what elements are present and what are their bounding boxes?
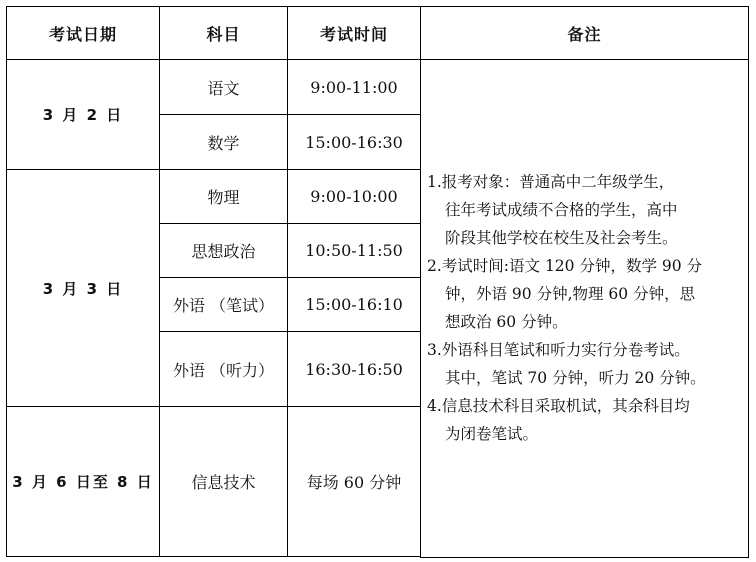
header-subject: 科目 [160,7,288,60]
time-cell: 9:00-11:00 [288,60,421,115]
exam-schedule-table [6,6,749,558]
time-cell: 10:50-11:50 [288,224,421,278]
date-cell: 3 月 3 日 [7,170,160,407]
note-item [427,252,742,336]
note-continuation: 想政治 60 分钟。 [445,313,568,332]
header-date: 考试日期 [7,7,160,60]
subject-cell: 外语 （笔试） [160,278,288,332]
subject-cell: 数学 [160,115,288,170]
time-cell: 15:00-16:30 [288,115,421,170]
header-row [7,7,749,60]
time-cell: 16:30-16:50 [288,332,421,407]
note-continuation: 阶段其他学校在校生及社会考生。 [445,229,678,248]
note-continuation: 为闭卷笔试。 [445,425,539,444]
note-continuation: 其中，笔试 70 分钟，听力 20 分钟。 [445,369,706,388]
note-lead: 1.报考对象：普通高中二年级学生， [427,173,675,192]
subject-cell: 物理 [160,170,288,224]
note-item [427,168,742,252]
header-notes: 备注 [421,7,749,60]
table-row [7,60,749,115]
note-item [427,336,742,392]
subject-cell: 语文 [160,60,288,115]
time-cell: 15:00-16:10 [288,278,421,332]
note-lead: 2.考试时间:语文 120 分钟，数学 90 分 [427,257,703,276]
subject-cell: 思想政治 [160,224,288,278]
note-lead: 4.信息技术科目采取机试，其余科目均 [427,397,690,416]
date-cell: 3 月 6 日至 8 日 [7,407,160,557]
date-cell: 3 月 2 日 [7,60,160,170]
subject-cell: 信息技术 [160,407,288,557]
note-continuation: 往年考试成绩不合格的学生，高中 [445,201,678,220]
note-continuation: 钟，外语 90 分钟,物理 60 分钟，思 [445,285,696,304]
note-item [427,392,742,448]
notes-cell [421,60,749,558]
header-time: 考试时间 [288,7,421,60]
time-cell: 9:00-10:00 [288,170,421,224]
subject-cell: 外语 （听力） [160,332,288,407]
note-lead: 3.外语科目笔试和听力实行分卷考试。 [427,341,690,360]
time-cell: 每场 60 分钟 [288,407,421,557]
